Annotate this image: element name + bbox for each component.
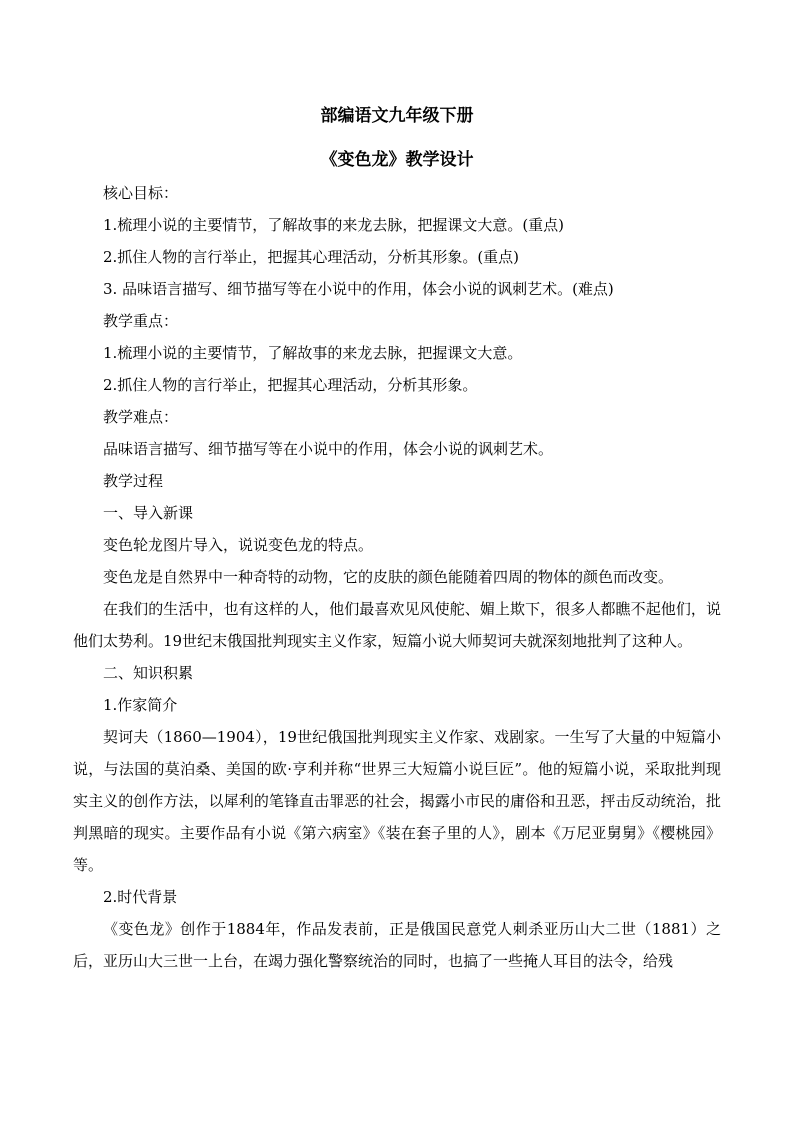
paragraph-intro-1: 变色轮龙图片导入，说说变色龙的特点。	[103, 536, 374, 554]
document-title-course: 部编语文九年级下册	[320, 106, 474, 126]
goal-item-2: 2.抓住人物的言行举止，把握其心理活动，分析其形象。(重点)	[103, 248, 520, 266]
document-title-lesson: 《变色龙》教学设计	[320, 150, 474, 170]
paragraph-intro-3: 在我们的生活中，也有这样的人，他们最喜欢见风使舵、媚上欺下，很多人都瞧不起他们，说他们太势利。19世纪末俄国批判现实主义作家，短篇小说大师契诃夫就深刻地批判了这种人。	[73, 600, 721, 650]
difficulty-item: 品味语言描写、细节描写等在小说中的作用，体会小说的讽刺艺术。	[103, 440, 554, 458]
subsection-author: 1.作家简介	[103, 696, 178, 714]
paragraph-intro-2: 变色龙是自然界中一种奇特的动物，它的皮肤的颜色能随着四周的物体的颜色而改变。	[103, 568, 674, 586]
goal-item-1: 1.梳理小说的主要情节，了解故事的来龙去脉，把握课文大意。(重点)	[103, 216, 565, 234]
subsection-background: 2.时代背景	[103, 888, 178, 906]
key-point-1: 1.梳理小说的主要情节，了解故事的来龙去脉，把握课文大意。	[103, 344, 523, 362]
goal-item-3: 3. 品味语言描写、细节描写等在小说中的作用，体会小说的讽刺艺术。(难点)	[103, 280, 614, 298]
heading-key-points: 教学重点：	[103, 312, 179, 330]
section-intro: 一、导入新课	[103, 504, 194, 522]
section-knowledge: 二、知识积累	[103, 664, 194, 682]
key-point-2: 2.抓住人物的言行举止，把握其心理活动，分析其形象。	[103, 376, 478, 394]
heading-process: 教学过程	[103, 472, 164, 490]
heading-difficulties: 教学难点：	[103, 408, 179, 426]
paragraph-background: 《变色龙》创作于1884年，作品发表前，正是俄国民意党人刺杀亚历山大二世（1881）之后，亚历山大三世一上台，在竭力强化警察统治的同时，也搞了一些掩人耳目的法令，给残	[73, 920, 721, 970]
document-page	[73, 103, 721, 977]
heading-core-goals: 核心目标：	[103, 184, 179, 202]
paragraph-author: 契诃夫（1860—1904），19世纪俄国批判现实主义作家、戏剧家。一生写了大量的中短篇小说，与法国的莫泊桑、美国的欧·亨利并称“世界三大短篇小说巨匠”。他的短篇小说，采取批判现实主义的创作方法，以犀利的笔锋直击罪恶的社会，揭露小市民的庸俗和丑恶，抨击反动统治，批判黑暗的现实。主要作品有小说《第六病室》《装在套子里的人》，剧本《万尼亚舅舅》《樱桃园》等。	[73, 728, 721, 874]
